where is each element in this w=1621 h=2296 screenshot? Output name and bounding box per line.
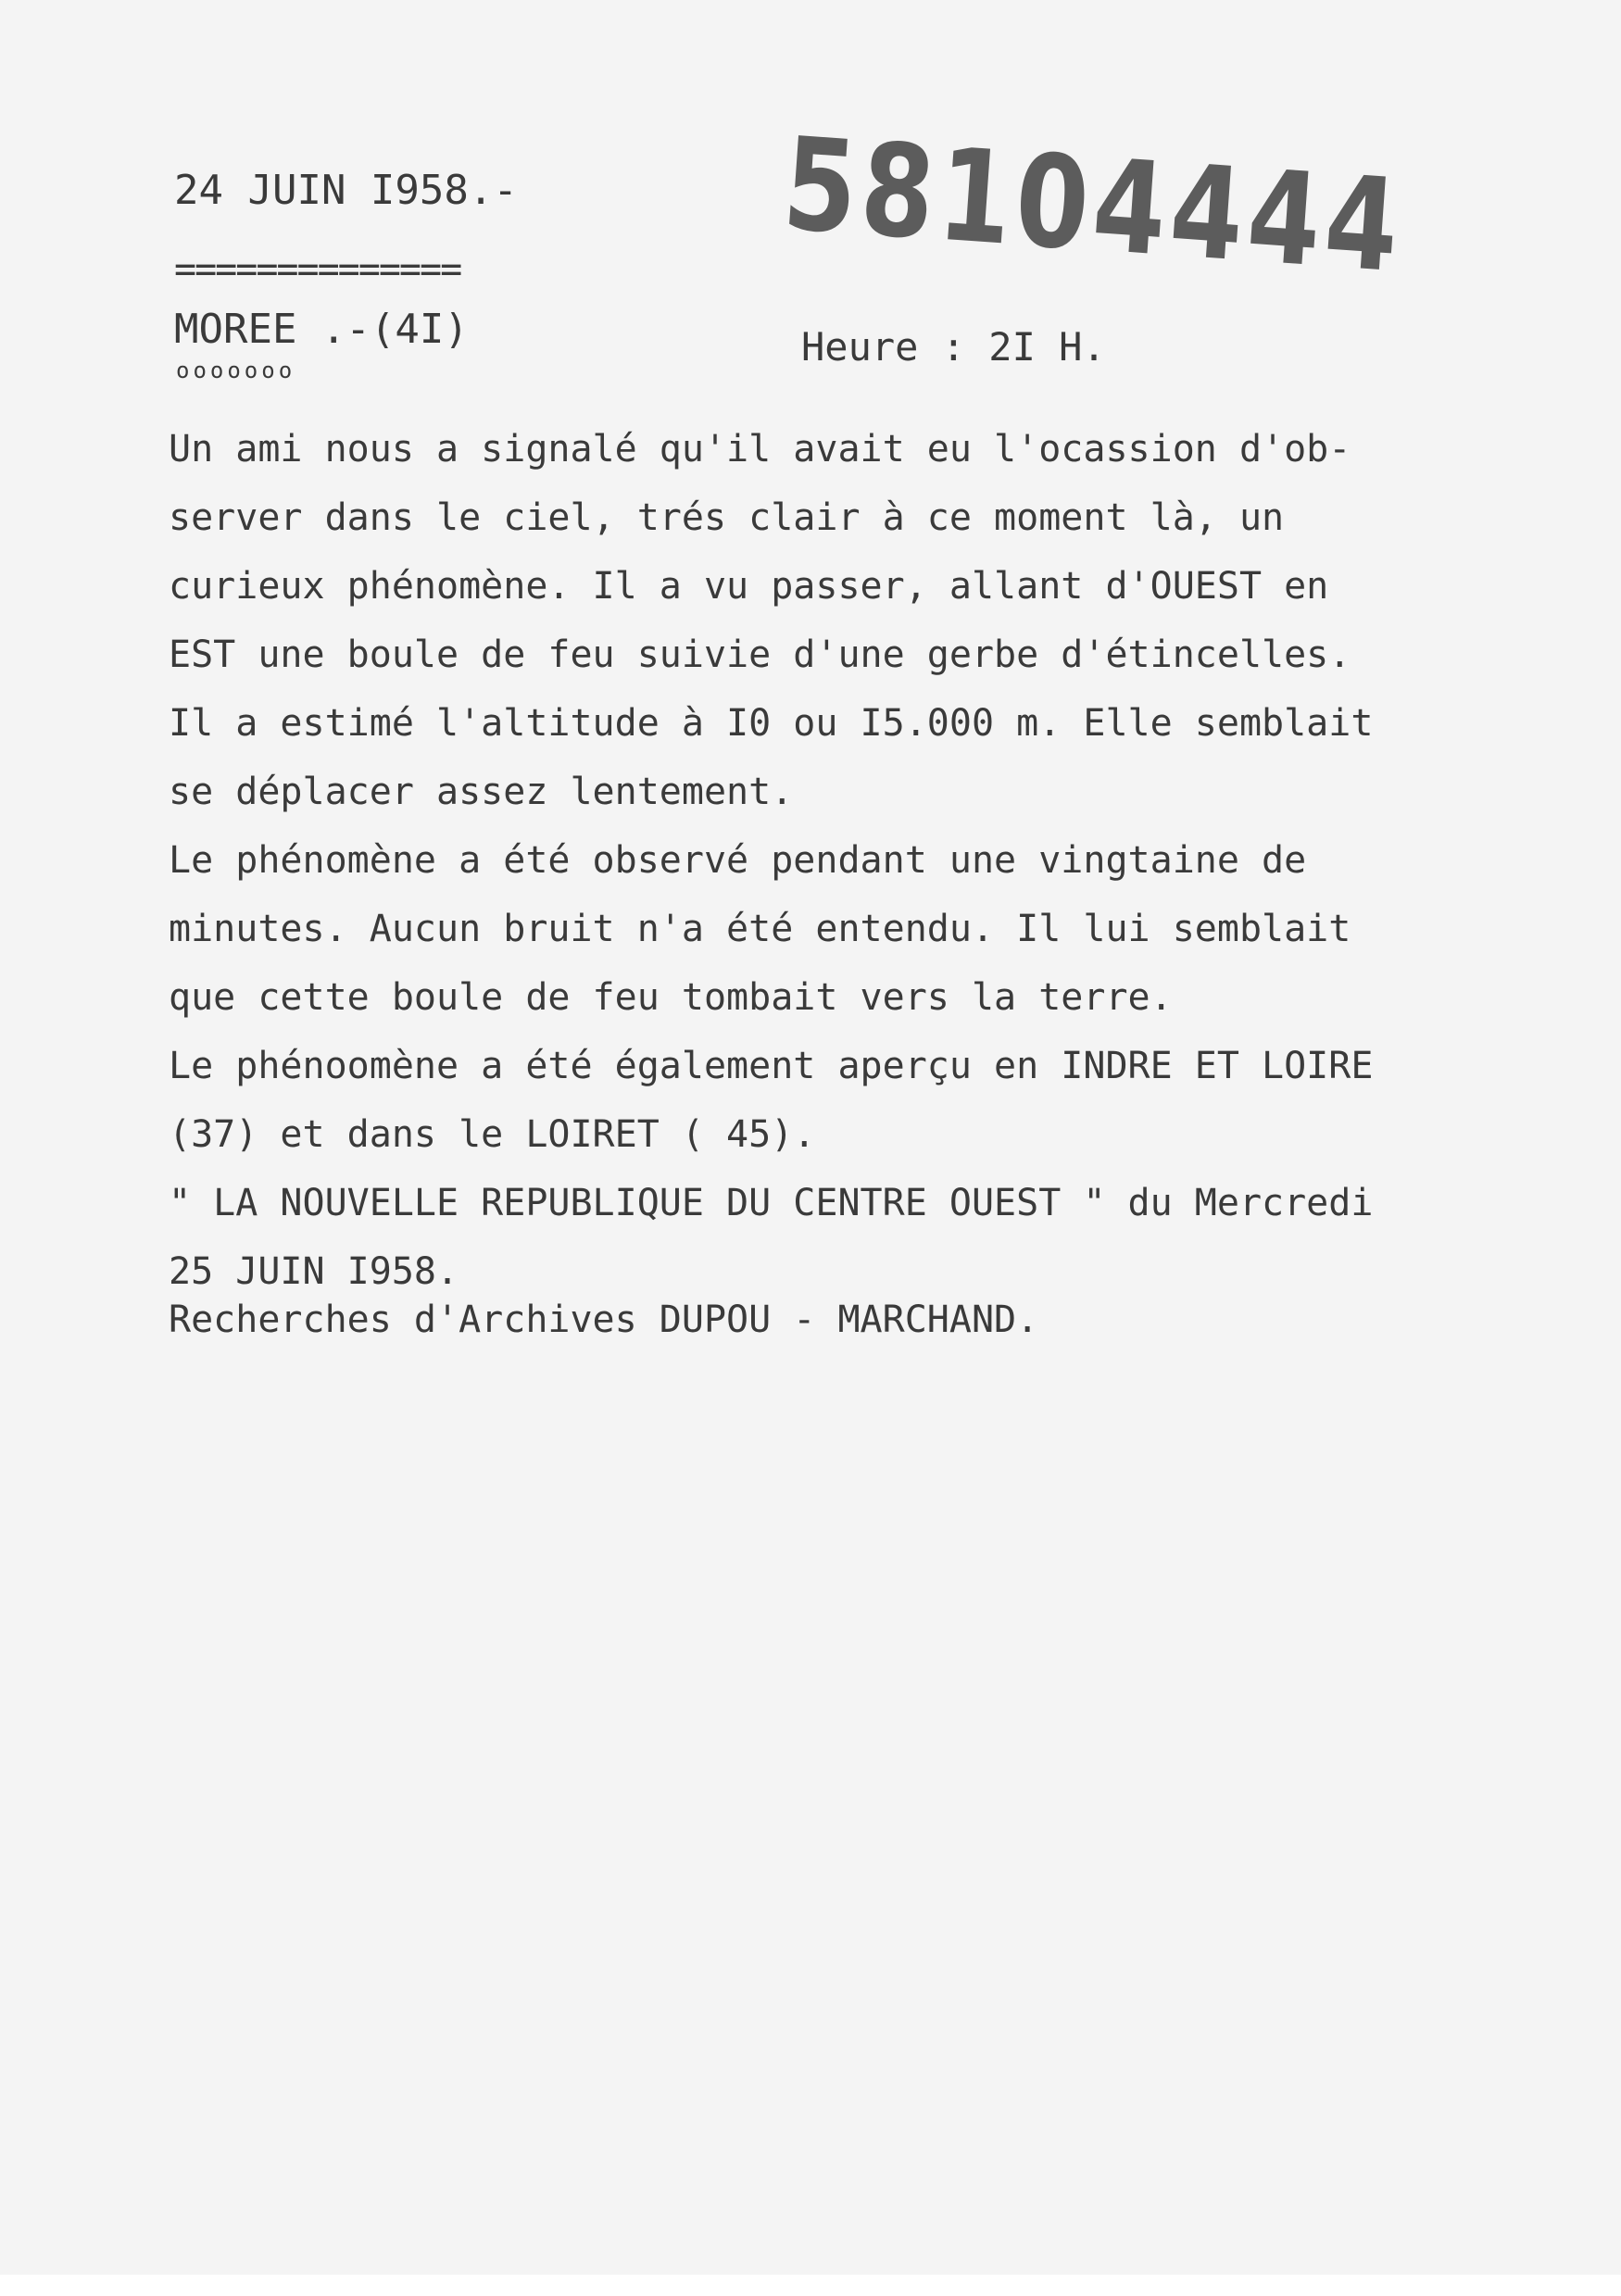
- body-line: Le phénoomène a été également aperçu en INDRE ET LOIRE: [169, 1045, 1374, 1087]
- observation-time: Heure : 2I H.: [801, 324, 1106, 370]
- date-underline: ==============: [174, 248, 461, 291]
- source-citation: " LA NOUVELLE REPUBLIQUE DU CENTRE OUEST " du Mercredi: [169, 1182, 1374, 1224]
- body-line: server dans le ciel, trés clair à ce moment là, un: [169, 496, 1285, 539]
- body-line: Il a estimé l'altitude à I0 ou I5.000 m. Elle semblait: [169, 702, 1374, 745]
- body-line: Un ami nous a signalé qu'il avait eu l'ocassion d'ob-: [169, 428, 1351, 470]
- body-line: EST une boule de feu suivie d'une gerbe d'étincelles.: [169, 634, 1351, 676]
- body-line: curieux phénomène. Il a vu passer, allant d'OUEST en: [169, 565, 1329, 608]
- archive-credit: Recherches d'Archives DUPOU - MARCHAND.: [169, 1299, 1039, 1341]
- location-underline: ooooooo: [176, 358, 296, 383]
- body-line: minutes. Aucun bruit n'a été entendu. Il lui semblait: [169, 908, 1351, 950]
- body-line: que cette boule de feu tombait vers la terre.: [169, 976, 1173, 1019]
- source-date: 25 JUIN I958.: [169, 1250, 459, 1293]
- body-line: se déplacer assez lentement.: [169, 771, 794, 813]
- document-date: 24 JUIN I958.-: [174, 167, 518, 214]
- location-heading: MOREE .-(4I): [174, 306, 469, 353]
- archive-number-stamp: 58104444: [778, 109, 1408, 302]
- body-line: Le phénomène a été observé pendant une vingtaine de: [169, 839, 1307, 882]
- page-bottom-edge: [0, 2275, 1621, 2296]
- body-line: (37) et dans le LOIRET ( 45).: [169, 1113, 816, 1156]
